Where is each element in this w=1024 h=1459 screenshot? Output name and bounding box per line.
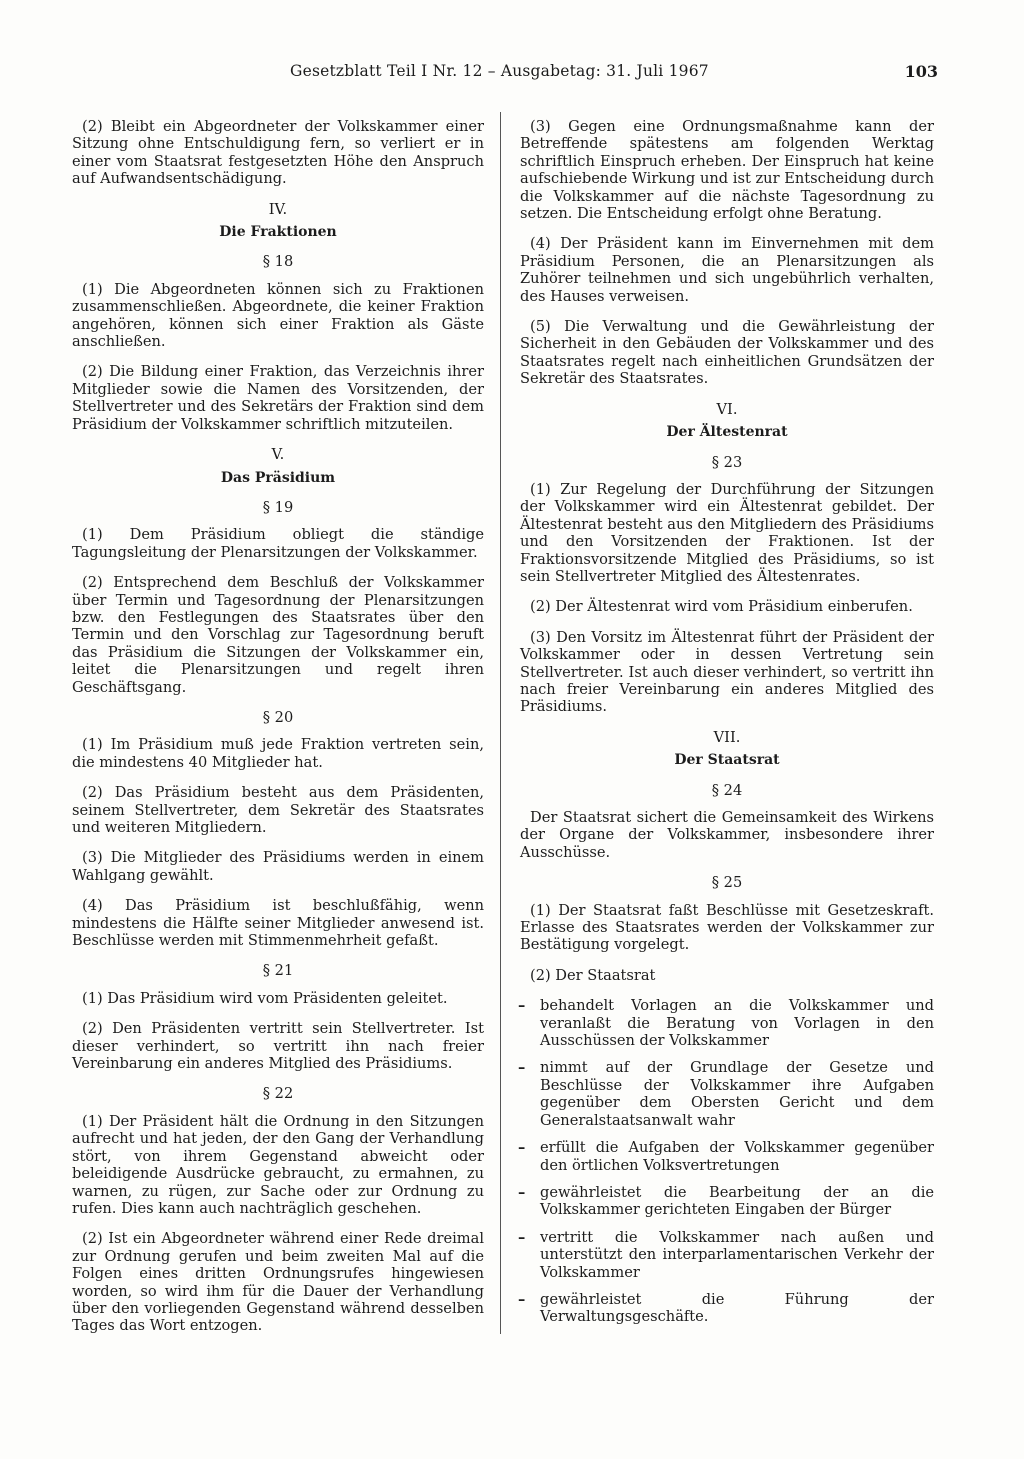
column-divider (500, 112, 501, 1334)
list-item (520, 1229, 934, 1281)
paragraph: (4) Das Präsidium ist beschlußfähig, wenn mindestens die Hälfte seiner Mitglieder anwesend ist. Beschlüsse werden mit Stimmenmehrheit gefaßt. (72, 897, 484, 950)
left-column (72, 118, 484, 1348)
dash-marker: – (518, 1059, 526, 1077)
dash-marker: – (518, 1228, 526, 1246)
running-header: Gesetzblatt Teil I Nr. 12 – Ausgabetag: 31. Juli 1967 (290, 62, 709, 80)
paragraph: (1) Die Abgeordneten können sich zu Fraktionen zusammenschließen. Abgeordnete, die keiner Fraktion angehören, können sich einer Fraktion als Gäste anschließen. (72, 280, 484, 351)
right-column (520, 118, 934, 1336)
paragraph: (2) Der Staatsrat (530, 966, 656, 984)
paragraph: (1) Das Präsidium wird vom Präsidenten geleitet. (82, 989, 448, 1007)
paragraph: (1) Zur Regelung der Durchführung der Sitzungen der Volkskammer wird ein Ältestenrat gebildet. Der Ältestenrat besteht aus den Mitgliedern des Präsidiums und den Vorsitzenden der Fraktionen. Ist der Fraktionsvorsitzende Mitglied des Präsidiums, so ist sein Stellvertreter Mitglied des Ältestenrates. (520, 480, 934, 585)
paragraph-number: § 21 (262, 962, 294, 980)
list-item-text: nimmt auf der Grundlage der Gesetze und Beschlüsse der Volkskammer ihre Aufgaben gegenüber dem Obersten Gericht und dem Generalstaatsanwalt wahr (540, 1059, 934, 1129)
list-item (520, 1139, 934, 1174)
dash-marker: – (518, 1139, 526, 1157)
paragraph-number: § 25 (711, 874, 743, 892)
list-item-text: gewährleistet die Bearbeitung der an die Volkskammer gerichteten Eingaben der Bürger (540, 1183, 934, 1219)
section-heading: Das Präsidium (220, 469, 336, 486)
paragraph: (3) Gegen eine Ordnungsmaßnahme kann der Betreffende spätestens am folgenden Werktag schriftlich Einspruch erheben. Der Einspruch hat keine aufschiebende Wirkung und ist zur Entscheidung durch die Volkskammer auf die nächste Tagesordnung zu setzen. Die Entscheidung erfolgt ohne Beratung. (520, 118, 934, 223)
paragraph: (3) Die Mitglieder des Präsidiums werden in einem Wahlgang gewählt. (72, 849, 484, 884)
list-item-text: vertritt die Volkskammer nach außen und unterstützt den interparlamentarischen Verkehr der Volkskammer (540, 1228, 934, 1281)
paragraph: (2) Der Ältestenrat wird vom Präsidium einberufen. (530, 598, 913, 616)
list-item (520, 1184, 934, 1219)
paragraph: (2) Ist ein Abgeordneter während einer Rede dreimal zur Ordnung gerufen und beim zweiten Mal auf die Folgen eines dritten Ordnungsrufes hingewiesen worden, so wird ihm für die Dauer der Verhandlung über den vorliegenden Gegenstand während desselben Tages das Wort entzogen. (72, 1230, 484, 1335)
paragraph: (2) Das Präsidium besteht aus dem Präsidenten, seinem Stellvertreter, dem Sekretär des Staatsrates und weiteren Mitgliedern. (72, 784, 484, 836)
paragraph: (2) Die Bildung einer Fraktion, das Verzeichnis ihrer Mitglieder sowie die Namen des Vorsitzenden, der Stellvertreter und des Sekretärs der Fraktion sind dem Präsidium der Volkskammer schriftlich mitzuteilen. (72, 363, 484, 433)
paragraph-number: § 20 (262, 708, 294, 726)
page-number: 103 (904, 62, 938, 81)
paragraph: (3) Den Vorsitz im Ältestenrat führt der Präsident der Volkskammer oder in dessen Vertretung sein Stellvertreter. Ist auch dieser verhindert, so vertritt ihn nach freier Vereinbarung ein anderes Mitglied des Präsidiums. (520, 628, 934, 716)
paragraph: (1) Im Präsidium muß jede Fraktion vertreten sein, die mindestens 40 Mitglieder hat. (72, 736, 484, 771)
paragraph: (1) Dem Präsidium obliegt die ständige Tagungsleitung der Plenarsitzungen der Volkskammer. (72, 526, 484, 561)
paragraph-number: § 18 (262, 253, 294, 271)
paragraph: Der Staatsrat sichert die Gemeinsamkeit des Wirkens der Organe der Volkskammer, insbesondere ihrer Ausschüsse. (520, 809, 934, 861)
section-heading: Die Fraktionen (219, 224, 337, 241)
list-item-text: erfüllt die Aufgaben der Volkskammer gegenüber den örtlichen Volksvertretungen (540, 1139, 934, 1174)
section-number: V. (271, 446, 285, 464)
section-number: VI. (716, 400, 738, 418)
section-heading: Der Staatsrat (674, 752, 780, 769)
dash-marker: – (518, 1183, 526, 1201)
section-heading: Der Ältestenrat (666, 424, 788, 441)
paragraph-number: § 23 (711, 453, 743, 471)
list-item-text: behandelt Vorlagen an die Volkskammer und veranlaßt die Beratung von Vorlagen in den Ausschüssen der Volkskammer (540, 997, 934, 1050)
list-item (520, 1059, 934, 1129)
list-item-text: gewährleistet die Führung der Verwaltungsgeschäfte. (540, 1290, 934, 1326)
section-number: IV. (268, 200, 288, 218)
section-number: VII. (713, 728, 741, 746)
paragraph: (2) Entsprechend dem Beschluß der Volkskammer über Termin und Tagesordnung der Plenarsitzungen bzw. den Festlegungen des Staatsrates über den Termin und den Vorschlag zur Tagesordnung beruft das Präsidium die Sitzungen der Volkskammer ein, leitet die Plenarsitzungen und regelt ihren Geschäftsgang. (72, 574, 484, 696)
duties-list (520, 997, 934, 1326)
dash-marker: – (518, 1290, 526, 1308)
paragraph: (2) Den Präsidenten vertritt sein Stellvertreter. Ist dieser verhindert, so vertritt ihn nach freier Vereinbarung ein anderes Mitglied des Präsidiums. (72, 1020, 484, 1073)
paragraph: (1) Der Präsident hält die Ordnung in den Sitzungen aufrecht und hat jeden, der den Gang der Verhandlung stört, von ihrem Gegenstand abweicht oder beleidigende Ausdrücke gebraucht, zu ermahnen, zu warnen, zu rügen, zur Sache oder zur Ordnung zu rufen. Dies kann auch nachträglich geschehen. (72, 1112, 484, 1217)
paragraph: (5) Die Verwaltung und die Gewährleistung der Sicherheit in den Gebäuden der Volkskammer und des Staatsrates regelt nach einheitlichen Grundsätzen der Sekretär des Staatsrates. (520, 318, 934, 388)
paragraph-number: § 19 (262, 498, 294, 516)
paragraph: (4) Der Präsident kann im Einvernehmen mit dem Präsidium Personen, die an Plenarsitzungen als Zuhörer teilnehmen und sich ungebührlich verhalten, des Hauses verweisen. (520, 235, 934, 305)
paragraph-number: § 22 (262, 1085, 294, 1103)
paragraph: (1) Der Staatsrat faßt Beschlüsse mit Gesetzeskraft. Erlasse des Staatsrates werden der Volkskammer zur Bestätigung vorgelegt. (520, 901, 934, 954)
paragraph: (2) Bleibt ein Abgeordneter der Volkskammer einer Sitzung ohne Entschuldigung fern, so verliert er in einer vom Staatsrat festgesetzten Höhe den Anspruch auf Aufwandsentschädigung. (72, 118, 484, 188)
dash-marker: – (518, 997, 526, 1015)
list-item (520, 1291, 934, 1326)
paragraph-number: § 24 (711, 781, 743, 799)
list-item (520, 997, 934, 1049)
